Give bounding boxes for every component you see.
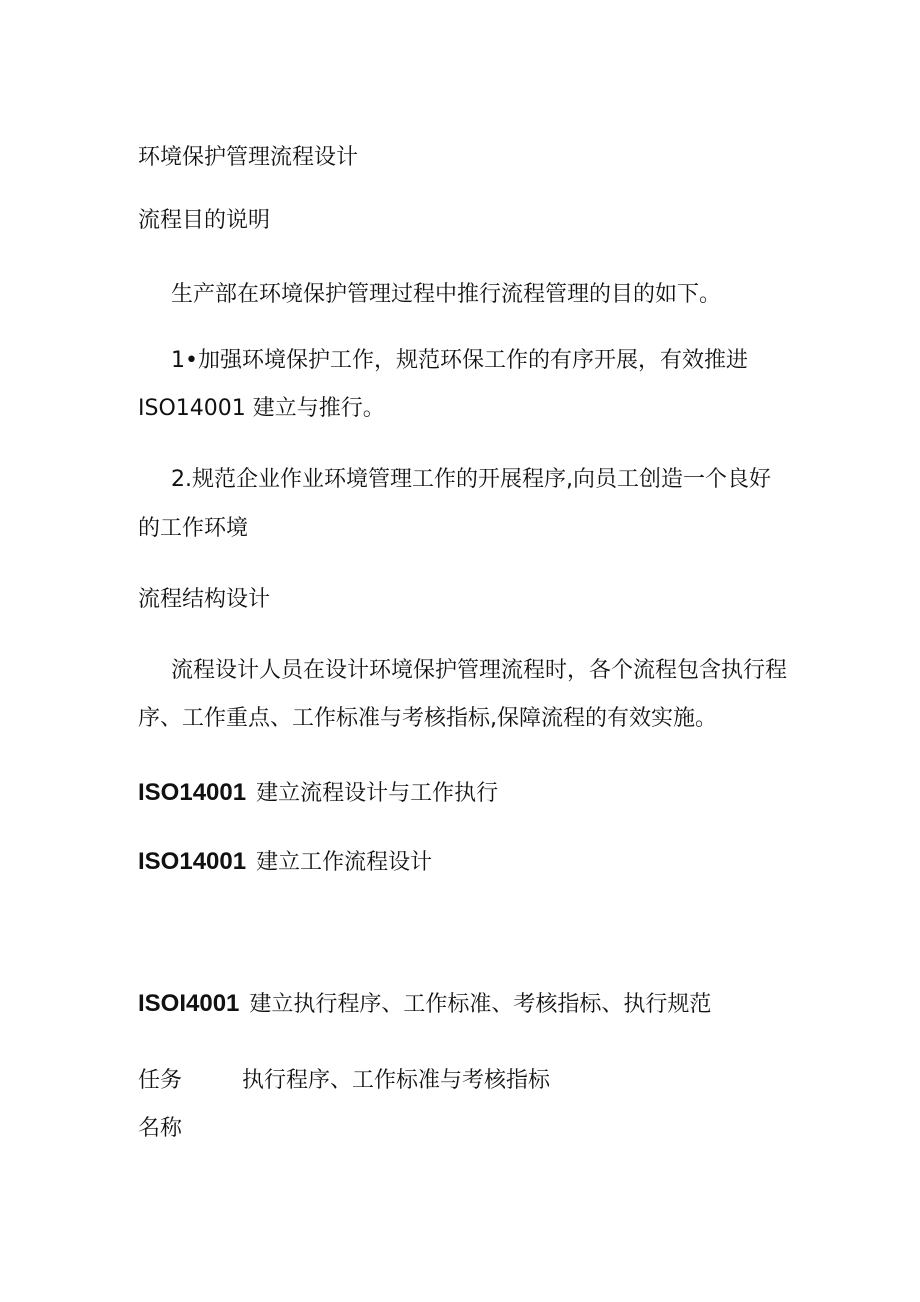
heading-iso-workflow-design	[138, 847, 432, 878]
iso-code: ISO14001	[138, 779, 247, 806]
heading-text: 建立流程设计与工作执行	[256, 781, 499, 806]
iso-code: ISOI4001	[138, 990, 240, 1017]
structure-paragraph-line-2: 序、工作重点、工作标准与考核指标,保障流程的有效实施。	[138, 706, 717, 731]
task-name-value: 执行程序、工作标准与考核指标	[242, 1068, 551, 1093]
purpose-heading: 流程目的说明	[138, 208, 271, 233]
structure-paragraph-line-1: 流程设计人员在设计环境保护管理流程时，各个流程包含执行程	[171, 658, 788, 683]
purpose-item-2-line-2: 的工作环境	[138, 516, 249, 541]
purpose-item-1-line-1: 1•加强环境保护工作，规范环保工作的有序开展，有效推进	[171, 348, 748, 373]
document-title: 环境保护管理流程设计	[138, 145, 359, 170]
heading-text: 建立执行程序、工作标准、考核指标、执行规范	[249, 992, 712, 1017]
iso-code: ISO14001	[138, 848, 247, 875]
purpose-item-2-line-1: 2.规范企业作业环境管理工作的开展程序,向员工创造一个良好	[171, 467, 771, 492]
task-name-label-line-2: 名称	[138, 1116, 183, 1141]
heading-text: 建立工作流程设计	[256, 850, 433, 875]
heading-iso-process-design	[138, 778, 498, 809]
purpose-item-1-line-2: ISO14001 建立与推行。	[138, 396, 385, 421]
heading-iso-execution-standards	[138, 989, 711, 1020]
task-name-label-line-1: 任务	[138, 1068, 183, 1093]
structure-heading: 流程结构设计	[138, 587, 271, 612]
purpose-intro: 生产部在环境保护管理过程中推行流程管理的目的如下。	[171, 282, 722, 307]
